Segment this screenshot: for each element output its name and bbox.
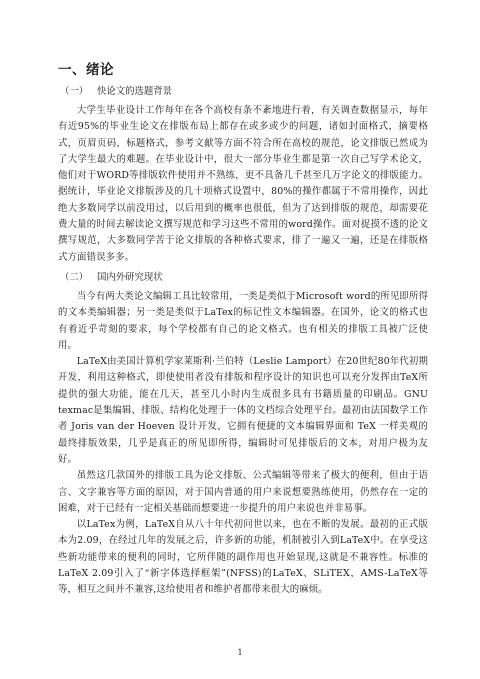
paragraph: 虽然这几款国外的排版工具为论文排版、公式编辑等带来了极大的便利，但由于语言、文字兼容等方面的原因，对于国内普通的用户来说想要熟练使用，仍然存在一定的困难，对于已经有一定相关基础而想要进一步提升的用户来说也并非易事。 <box>58 470 428 514</box>
section-title: 快论文的选题背景 <box>96 86 172 97</box>
page-number: 1 <box>237 648 243 657</box>
paragraph: 当今有两大类论文编辑工具比较常用，一类是类似于Microsoft word的所见即所得的文本类编辑器；另一类是类似于LaTex的标记性文本编辑器。在国外，论文的格式也有着近乎苛刻的要求，每个学校都有自己的论文格式。也有相关的排版工具被广泛使用。 <box>58 290 428 351</box>
section-heading-research-status <box>60 270 428 286</box>
chapter-title: 一、绪论 <box>58 62 114 78</box>
section-heading-background <box>60 84 428 100</box>
section-title: 国内外研究现状 <box>96 271 163 283</box>
paragraph: LaTeX由美国计算机学家莱斯利·兰伯特（Leslie Lamport）在20世纪80年代初期开发，利用这种格式，即使使用者没有排版和程序设计的知识也可以充分发挥由TeX所提供的强大功能，能在几天，甚至几小时内生成很多具有书籍质量的印刷品。GNU texmac是集编辑、排版、结构化处理于一体的文档综合处理平台。最初由法国数学工作者 Joris van der Hoeven 设计开发，它拥有便捷的文本编辑界面和 TeX 一样美观的最终排版效果，几乎是真正的所见即所得，编辑时可见排版后的文本，对用户极为友好。 <box>58 356 428 465</box>
paragraph: 大学生毕业设计工作每年在各个高校有条不紊地进行着，有关调查数据显示，每年有近95%的毕业生论文在排版布局上都存在或多或少的问题，诸如封面格式，摘要格式，页眉页码，标题格式，参考文献等方面不符合所在高校的规范，论文排版已然成为了大学生最大的难题。在毕业设计中，很大一部分毕业生都是第一次自己写学术论文，他们对于WORD等排版软件使用并不熟练，更不具备几千甚至几万字论文的排版能力。据统计，毕业论文排版涉及的几十项格式设置中，80%的操作都属于不常用操作，因此绝大多数同学以前没用过，以后用到的概率也很低，但为了达到排版的规范，却需要花费大量的时间去解读论文撰写规范和学习这些不常用的word操作。面对捉摸不透的论文撰写规范，大多数同学苦于论文排版的各种格式要求，排了一遍又一遍，还是在排版格式方面错误多多。 <box>58 105 428 263</box>
section-number: （二） <box>60 271 89 283</box>
section-number: （一） <box>60 86 89 97</box>
paragraph: 以LaTex为例，LaTeX自从八十年代初问世以来，也在不断的发展。最初的正式版本为2.09，在经过几年的发展之后，许多新的功能，机制被引入到LaTeX中。在享受这些新功能带来的便利的同时，它所伴随的副作用也开始显现,这就是不兼容性。标准的LaTeX 2.09引入了“新字体选择框架”(NFSS)的LaTeX、SLiTEX，AMS-LaTeX等等，相互之间并不兼容,这给使用者和维护者都带来很大的麻烦。 <box>58 519 428 596</box>
